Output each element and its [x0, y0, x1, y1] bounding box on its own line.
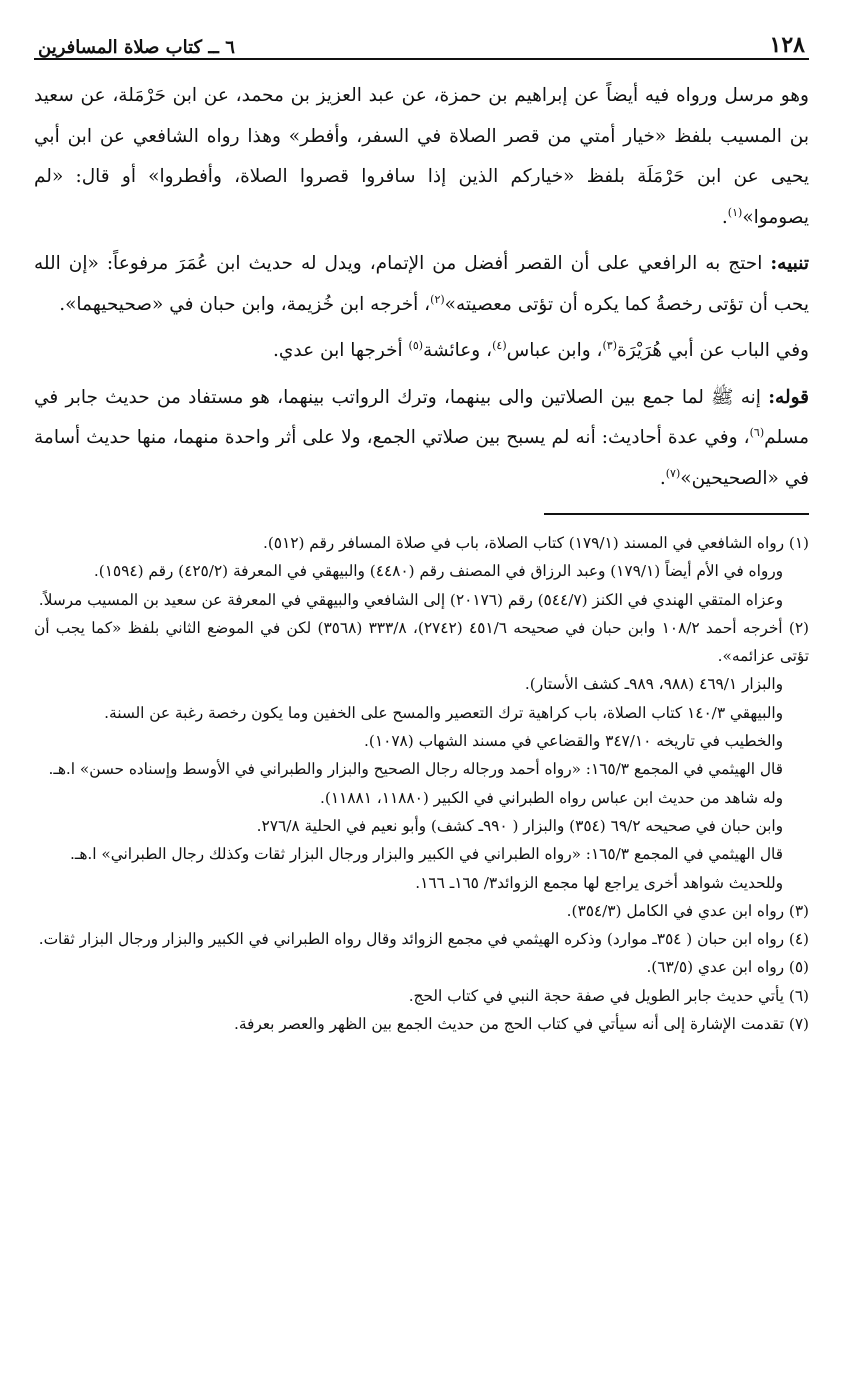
paragraph-1 [34, 76, 809, 238]
footnote-2-continuation: وابن حبان في صحيحه ٦٩/٢ (٣٥٤) والبزار ( ٩٩٠ـ كشف) وأبو نعيم في الحلية ٢٧٦/٨. [256, 816, 783, 835]
footnote-3: (٣) رواه ابن عدي في الكامل (٣٥٤/٣). [566, 901, 809, 920]
paragraph-text: ، أخرجه ابن خُزيمة، وابن حبان في «صحيحيهما». [59, 293, 431, 315]
footnote-ref: (٦) [749, 425, 765, 439]
footnote-2-continuation: وللحديث شواهد أخرى يراجع لها مجمع الزوائد٣/ ١٦٥ـ ١٦٦. [415, 873, 783, 892]
footnote-1-continuation: وعزاه المتقي الهندي في الكنز (٥٤٤/٧) رقم (٢٠١٧٦) إلى الشافعي والبيهقي في المعرفة عن سعيد بن المسيب مرسلاً. [38, 590, 783, 609]
footnotes [34, 529, 809, 1038]
footnote-2: (٢) أخرجه أحمد ١٠٨/٢ وابن حبان في صحيحه ٤٥١/٦ (٢٧٤٢)، ٣٣٣/٨ (٣٥٦٨) لكن في الموضع الثاني بلفظ «كما يجب أن تؤتى عزائمه». [34, 618, 809, 666]
paragraph-2 [34, 244, 809, 325]
paragraph-text: . [721, 206, 728, 228]
footnote-5: (٥) رواه ابن عدي (٦٣/٥). [646, 958, 809, 977]
footnote-divider [544, 513, 809, 515]
paragraph-text: . [659, 467, 666, 489]
paragraph-text: وهو مرسل ورواه فيه أيضاً عن إبراهيم بن حمزة، عن عبد العزيز بن محمد، عن ابن حَرْمَلة، عن سعيد بن المسيب بلفظ «خيار أمتي من قصر الصلاة في السفر، وأفطر» وهذا رواه الشافعي عن ابن أبي يحيى عن ابن حَرْمَلَة بلفظ «خياركم الذين إذا سافروا قصروا الصلاة، وأفطروا» أو قال: «لم يصوموا» [34, 85, 809, 228]
footnote-ref: (٤) [492, 338, 507, 352]
page-header [34, 18, 809, 60]
paragraph-text: وفي الباب عن أبي هُرَيْرَة [617, 340, 809, 361]
footnote-1-continuation: ورواه في الأم أيضاً (١٧٩/١) وعبد الرزاق في المصنف رقم (٤٤٨٠) والبيهقي في المعرفة (٤٢٥/٢) رقم (١٥٩٤). [93, 562, 783, 581]
paragraph-4 [34, 378, 809, 500]
paragraph-3 [34, 331, 809, 372]
footnote-2-continuation: قال الهيثمي في المجمع ١٦٥/٣: «رواه الطبراني في الكبير والبزار ورجال البزار ثقات وكذلك رجال الطبراني» ا.هـ. [70, 845, 783, 864]
paragraph-text: ، وعائشة [423, 340, 493, 361]
main-text [34, 76, 809, 499]
footnote-6: (٦) يأتي حديث جابر الطويل في صفة حجة النبي في كتاب الحج. [408, 986, 809, 1005]
footnote-2-continuation: والبيهقي ١٤٠/٣ كتاب الصلاة، باب كراهية ترك التعصير والمسح على الخفين وما يكون رخصة رغبة عن السنة. [104, 703, 783, 722]
running-title: ٦ ــ كتاب صلاة المسافرين [38, 37, 235, 58]
paragraph-text: ، وفي عدة أحاديث: أنه لم يسبح بين صلاتي الجمع، ولا على أثر واحدة منهما، منها حديث أسامة في «الصحيحين» [34, 427, 809, 489]
footnote-2-continuation: وله شاهد من حديث ابن عباس رواه الطبراني في الكبير (١١٨٨٠، ١١٨٨١). [320, 788, 783, 807]
footnote-ref: (١) [727, 205, 743, 219]
page-number: ١٢٨ [769, 32, 805, 58]
footnote-ref: (٧) [665, 466, 681, 480]
footnote-2-continuation: والخطيب في تاريخه ٣٤٧/١٠ والقضاعي في مسند الشهاب (١٠٧٨). [364, 732, 783, 751]
paragraph-lead: قوله: [768, 386, 809, 408]
footnote-4: (٤) رواه ابن حبان ( ٣٥٤ـ موارد) وذكره الهيثمي في مجمع الزوائد وقال رواه الطبراني في الكبير والبزار ورجال البزار ثقات. [38, 930, 809, 949]
paragraph-lead: تنبيه: [770, 253, 809, 274]
footnote-ref: (٢) [430, 292, 445, 306]
footnote-2-continuation: والبزار ٤٦٩/١ (٩٨٨، ٩٨٩ـ كشف الأستار). [524, 675, 783, 694]
paragraph-text: ، وابن عباس [506, 340, 603, 361]
footnote-7: (٧) تقدمت الإشارة إلى أنه سيأتي في كتاب الحج من حديث الجمع بين الظهر والعصر بعرفة. [233, 1015, 809, 1034]
footnote-2-continuation: قال الهيثمي في المجمع ١٦٥/٣: «رواه أحمد ورجاله رجال الصحيح والبزار والطبراني في الأوسط وإسناده حسن» ا.هـ. [48, 760, 783, 779]
paragraph-text: احتج به الرافعي على أن القصر أفضل من الإتمام، ويدل له حديث ابن عُمَرَ مرفوعاً: «إن الله يحب أن تؤتى رخصةُ كما يكره أن تؤتى معصيته» [34, 253, 809, 315]
footnote-ref: (٥) [408, 338, 424, 352]
footnote-ref: (٣) [602, 338, 618, 352]
paragraph-text: أخرجها ابن عدي. [273, 340, 409, 361]
paragraph-text: إنه ﷺ لما جمع بين الصلاتين والى بينهما، وترك الرواتب بينهما، هو مستفاد من حديث جابر في مسلم [34, 386, 809, 448]
book-page [34, 18, 809, 1038]
footnote-1: (١) رواه الشافعي في المسند (١٧٩/١) كتاب الصلاة، باب في صلاة المسافر رقم (٥١٢). [262, 534, 809, 552]
